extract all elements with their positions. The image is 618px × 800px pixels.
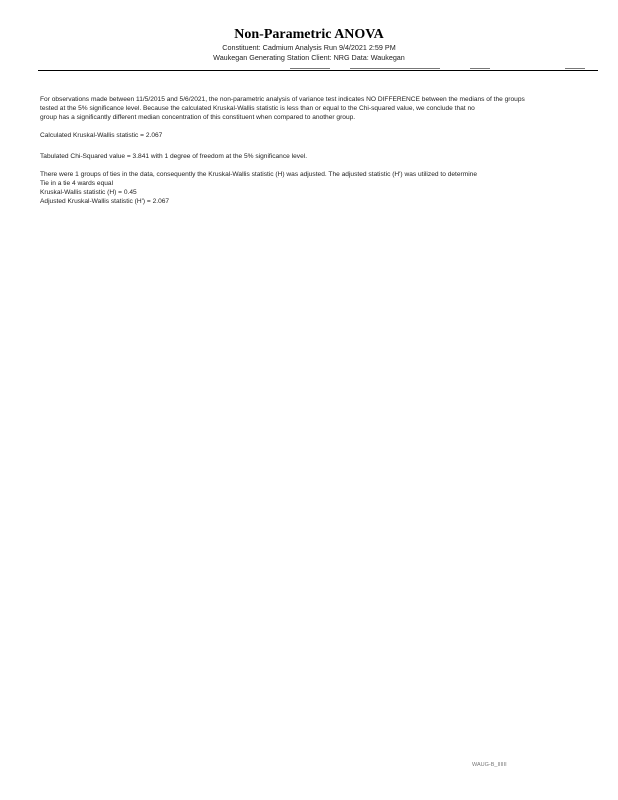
header-divider	[38, 70, 598, 71]
page-title: Non-Parametric ANOVA	[234, 27, 384, 42]
document-code: WAUG-B_IIIIII	[472, 762, 507, 768]
header-divider-fragment	[350, 68, 440, 69]
conclusion-line: For observations made between 11/5/2015 and 5/6/2021, the non-parametric analysis of variance test indicates NO DIFFERENCE between the medians of the groups	[40, 96, 525, 103]
conclusion-line: group has a significantly different median concentration of this constituent when compared to another group.	[40, 114, 356, 121]
ties-line: There were 1 groups of ties in the data, consequently the Kruskal-Wallis statistic (H) was adjusted. The adjusted statistic (H') was utilized to determine	[40, 171, 478, 178]
kruskal-wallis-statistic: Kruskal-Wallis statistic (H) = 0.45	[40, 189, 137, 196]
constituent-line: Constituent: Cadmium Analysis Run 9/4/2021 2:59 PM	[222, 43, 396, 52]
tabulated-value: Tabulated Chi-Squared value = 3.841 with 1 degree of freedom at the 5% significance level.	[40, 153, 308, 160]
station-line: Waukegan Generating Station Client: NRG Data: Waukegan	[213, 53, 405, 62]
header-divider-fragment	[470, 68, 490, 69]
conclusion-paragraph	[40, 95, 575, 122]
calculated-statistic: Calculated Kruskal-Wallis statistic = 2.067	[40, 132, 163, 139]
ties-line: Tie in a tie 4 wards equal	[40, 180, 114, 187]
ties-paragraph	[40, 170, 575, 206]
report-header	[0, 26, 618, 63]
adjusted-statistic: Adjusted Kruskal-Wallis statistic (H') = 2.067	[40, 198, 170, 205]
conclusion-line: tested at the 5% significance level. Because the calculated Kruskal-Wallis statistic is less than or equal to the Chi-squared value, we conclude that no	[40, 105, 475, 112]
header-divider-fragment	[290, 68, 330, 69]
header-divider-fragment	[565, 68, 585, 69]
